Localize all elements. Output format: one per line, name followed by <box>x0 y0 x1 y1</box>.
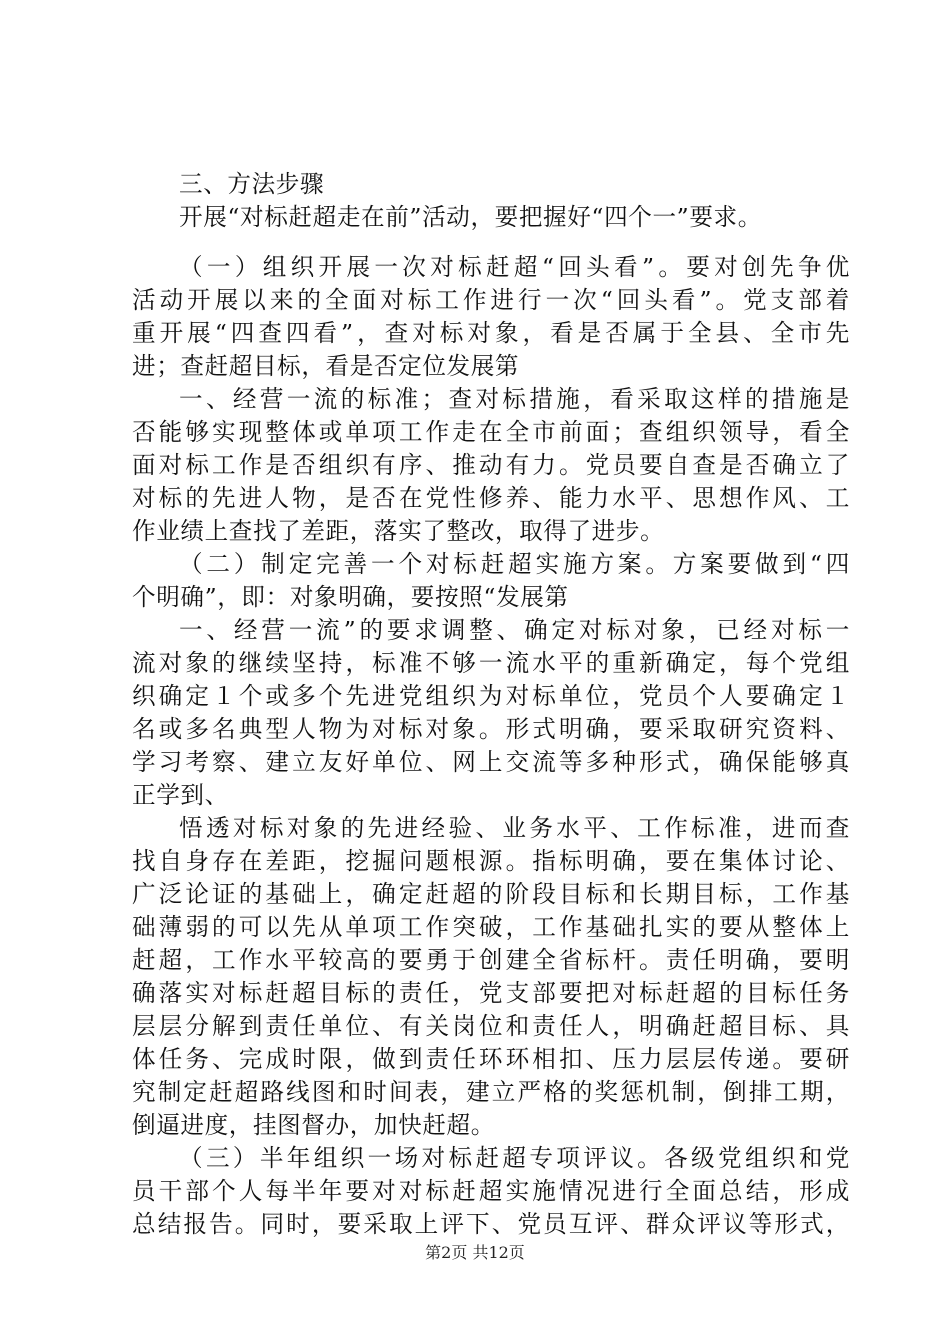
paragraph-line: 否能够实现整体或单项工作走在全市前面；查组织领导，看全 <box>132 418 850 446</box>
paragraph-line: 悟透对标对象的先进经验、业务水平、工作标准，进而查 <box>179 814 850 842</box>
paragraph-line: 体任务、完成时限，做到责任环环相扣、压力层层传递。要研 <box>132 1045 850 1073</box>
document-body <box>132 168 850 1241</box>
paragraph-line: 个明确”，即：对象明确，要按照“发展第 <box>132 583 569 611</box>
paragraph-line: 找自身存在差距，挖掘问题根源。指标明确，要在集体讨论、 <box>132 847 850 875</box>
paragraph-line: 广泛论证的基础上，确定赶超的阶段目标和长期目标，工作基 <box>132 880 850 908</box>
paragraph-line: 础薄弱的可以先从单项工作突破，工作基础扎实的要从整体上 <box>132 913 850 941</box>
paragraph-line: 层层分解到责任单位、有关岗位和责任人，明确赶超目标、具 <box>132 1012 850 1040</box>
paragraph-line: 织确定１个或多个先进党组织为对标单位，党员个人要确定１ <box>132 682 850 710</box>
paragraph-line: （二）制定完善一个对标赶超实施方案。方案要做到“四 <box>179 550 850 578</box>
paragraph-line: 员干部个人每半年要对对标赶超实施情况进行全面总结，形成 <box>132 1177 850 1205</box>
paragraph-line: 作业绩上查找了差距，落实了整改，取得了进步。 <box>132 517 665 545</box>
paragraph-line: （一）组织开展一次对标赶超“回头看”。要对创先争优 <box>179 253 850 281</box>
paragraph-line: 进；查赶超目标，看是否定位发展第 <box>132 352 520 380</box>
paragraph-line: 一、经营一流的标准；查对标措施，看采取这样的措施是 <box>179 385 850 413</box>
paragraph-line: 总结报告。同时，要采取上评下、党员互评、群众评议等形式， <box>132 1210 850 1238</box>
paragraph-line: 倒逼进度，挂图督办，加快赶超。 <box>132 1111 495 1139</box>
paragraph-line: 流对象的继续坚持，标准不够一流水平的重新确定，每个党组 <box>132 649 850 677</box>
paragraph-line: 重开展“四查四看”，查对标对象，看是否属于全县、全市先 <box>132 319 850 347</box>
paragraph-line: 活动开展以来的全面对标工作进行一次“回头看”。党支部着 <box>132 286 850 314</box>
paragraph-line: 对标的先进人物，是否在党性修养、能力水平、思想作风、工 <box>132 484 850 512</box>
paragraph-line: 一、经营一流”的要求调整、确定对标对象，已经对标一 <box>179 616 850 644</box>
page-number-footer: 第2页 共12页 <box>425 1243 525 1262</box>
section-heading: 三、方法步骤 <box>179 170 325 198</box>
paragraph-line: 正学到、 <box>132 781 229 809</box>
paragraph-line: 确落实对标赶超目标的责任，党支部要把对标赶超的目标任务 <box>132 979 850 1007</box>
paragraph-line: 赶超，工作水平较高的要勇于创建全省标杆。责任明确，要明 <box>132 946 850 974</box>
paragraph-line: （三）半年组织一场对标赶超专项评议。各级党组织和党 <box>179 1144 850 1172</box>
paragraph-gap <box>132 234 850 251</box>
paragraph-line: 名或多名典型人物为对标对象。形式明确，要采取研究资料、 <box>132 715 850 743</box>
paragraph-line: 面对标工作是否组织有序、推动有力。党员要自查是否确立了 <box>132 451 850 479</box>
paragraph-line: 开展“对标赶超走在前”活动，要把握好“四个一”要求。 <box>179 203 762 231</box>
paragraph-line: 究制定赶超路线图和时间表，建立严格的奖惩机制，倒排工期， <box>132 1078 850 1106</box>
paragraph-line: 学习考察、建立友好单位、网上交流等多种形式，确保能够真 <box>132 748 850 776</box>
